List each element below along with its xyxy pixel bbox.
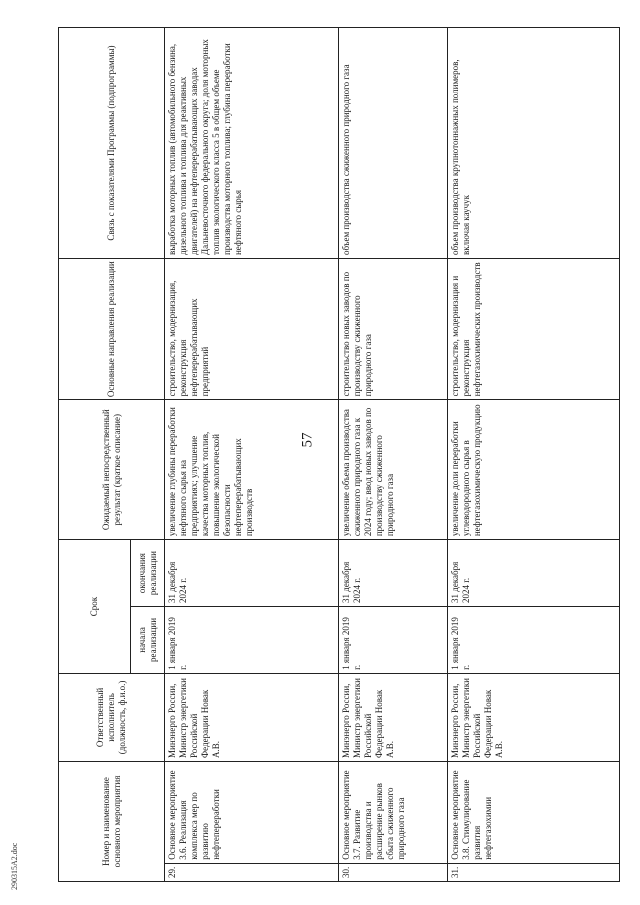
expected-result: увеличение глубины переработки нефтяного сырья на предприятиях; улучшение качества моторных топлив, повышение экологической безопасности нефтеперерабатывающих производств	[165, 400, 339, 540]
event-name: Основное мероприятие 3.7. Развитие производства и расширение рынков сбыта сжиженного природного газа	[339, 761, 447, 863]
directions: строительство, модернизация, реконструкция нефтеперерабатывающих предприятий	[165, 259, 339, 400]
expected-result: увеличение объема производства сжиженного природного газа к 2024 году; ввод новых заводов по производству сжиженного природного газа	[339, 400, 447, 540]
responsible: Минэнерго России, Министр энергетики Российской Федерации Новак А.В.	[447, 673, 619, 761]
term-end: 31 декабря 2024 г.	[339, 540, 447, 607]
header-term: Срок	[59, 540, 131, 674]
header-term-end: окончания реализации	[131, 540, 165, 607]
responsible: Минэнерго России, Министр энергетики Российской Федерации Новак А.В.	[339, 673, 447, 761]
rotated-table-container	[58, 27, 620, 882]
footer-filename: 290315A2.doc	[10, 842, 19, 890]
row-number: 29.	[165, 863, 339, 881]
responsible: Минэнерго России, Министр энергетики Российской Федерации Новак А.В.	[165, 673, 339, 761]
table-row	[339, 28, 447, 882]
header-term-start: начала реализации	[131, 607, 165, 674]
indicator-link: выработка моторных топлив (автомобильного бензина, дизельного топлива и топлива для реактивных двигателей) на нефтеперерабатывающих заводах Дальневосточного федерального округа; доля моторных топлив экологического класса 5 в общем объеме производства моторного топлива; глубина переработки нефтяного сырья	[165, 28, 339, 259]
table-header-row	[59, 28, 131, 882]
directions: строительство, модернизация и реконструкция нефтегазохимических производств	[447, 259, 619, 400]
term-end: 31 декабря 2024 г.	[165, 540, 339, 607]
term-start: 1 января 2019 г.	[165, 607, 339, 674]
table-row	[447, 28, 619, 882]
header-directions: Основные направления реализации	[59, 259, 165, 400]
indicator-link: объем производства крупнотоннажных полимеров, включая каучук	[447, 28, 619, 259]
row-number: 31.	[447, 863, 619, 881]
event-name: Основное мероприятие 3.6. Реализация комплекса мер по развитию нефтепереработки	[165, 761, 339, 863]
expected-result: увеличение доли переработки углеводородного сырья в нефтегазохимическую продукцию	[447, 400, 619, 540]
event-name: Основное мероприятие 3.8. Стимулирование развития нефтегазохимии	[447, 761, 619, 863]
indicator-link: объем производства сжиженного природного газа	[339, 28, 447, 259]
directions: строительство новых заводов по производству сжиженного природного газа	[339, 259, 447, 400]
term-start: 1 января 2019 г.	[339, 607, 447, 674]
term-start: 1 января 2019 г.	[447, 607, 619, 674]
row-number: 30.	[339, 863, 447, 881]
header-link: Связь с показателями Программы (подпрограммы)	[59, 28, 165, 259]
page-number: 57	[299, 432, 316, 448]
header-result: Ожидаемый непосредственный результат (краткое описание)	[59, 400, 165, 540]
events-table	[58, 27, 620, 882]
header-responsible: Ответственный исполнитель (должность, ф.и.о.)	[59, 673, 165, 761]
term-end: 31 декабря 2024 г.	[447, 540, 619, 607]
table-row	[165, 28, 339, 882]
header-num-name: Номер и наименование основного мероприятия	[59, 761, 165, 881]
